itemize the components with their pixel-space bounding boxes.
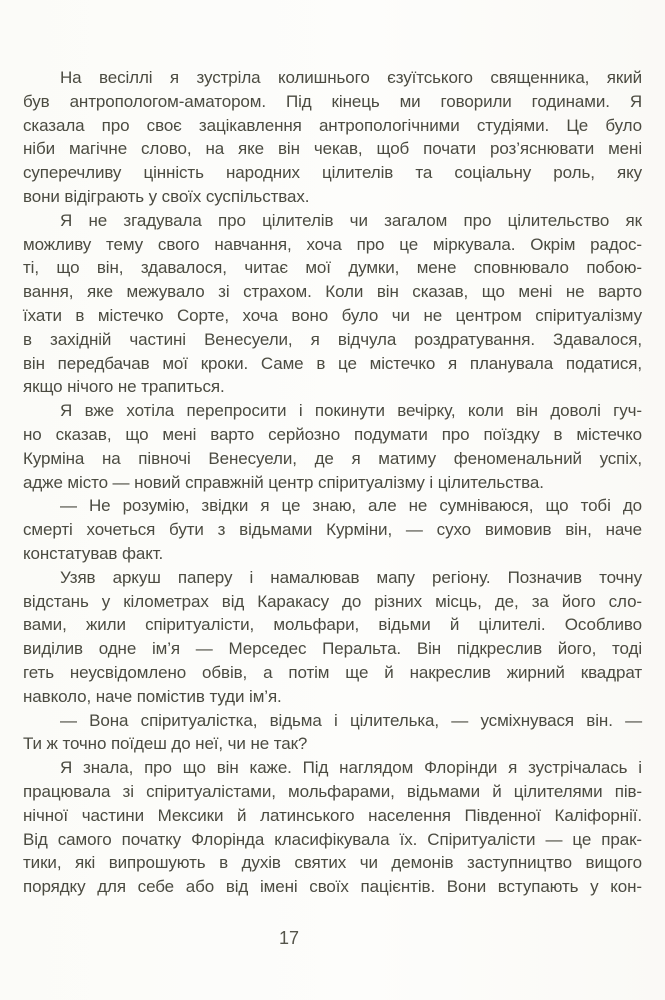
paragraph xyxy=(23,399,642,494)
text-line: констатував факт. xyxy=(23,543,164,563)
text-line: він передбачав мої кроки. Саме в це містечко я планувала податися, xyxy=(23,353,642,373)
text-line: суперечливу цінність народних цілителів та соціальну роль, яку xyxy=(23,163,642,183)
text-line: нічної частини Мексики й латинського населення Південної Каліфорнії. xyxy=(23,805,642,825)
text-line: вання, яке межувало зі страхом. Коли він сказав, що мені не варто xyxy=(23,282,642,302)
text-line: ті, що він, здавалося, читає мої думки, мене сповнювало побою- xyxy=(23,258,642,278)
text-line: Я вже хотіла перепросити і покинути вечірку, коли він доволі гуч- xyxy=(60,401,642,421)
text-line: геть неусвідомлено обвів, а потім ще й накреслив жирний квадрат xyxy=(23,662,642,682)
text-line: виділив одне ім’я — Мерседес Перальта. Він підкреслив його, тоді xyxy=(23,639,642,659)
text-line: навколо, наче помістив туди ім’я. xyxy=(23,686,282,706)
text-line: вами, жили спіритуалісти, мольфари, відьми й цілителі. Особливо xyxy=(23,615,642,635)
paragraph xyxy=(23,66,642,209)
text-block xyxy=(23,66,642,899)
text-line: відстань у кілометрах від Каракасу до різних місць, де, за його сло- xyxy=(23,591,642,611)
text-line: порядку для себе або від імені своїх пацієнтів. Вони вступають у кон- xyxy=(23,877,642,897)
text-line: тики, які випрошують в духів святих чи демонів заступництво вищого xyxy=(23,853,642,873)
text-line: Від самого початку Флорінда класифікувала їх. Спіритуалісти — це прак- xyxy=(23,829,642,849)
text-line: вони відіграють у своїх суспільствах. xyxy=(23,186,310,206)
text-line: Ти ж точно поїдеш до неї, чи не так? xyxy=(23,734,308,754)
text-line: їхати в містечко Сорте, хоча воно було чи не центром спіритуалізму xyxy=(23,305,642,325)
page-number: 17 xyxy=(278,928,300,948)
text-line: можливу тему свого навчання, хоча про це міркувала. Окрім радос- xyxy=(23,234,642,254)
text-line: На весіллі я зустріла колишнього єзуїтського священника, який xyxy=(60,68,642,87)
text-line: Узяв аркуш паперу і намалював мапу регіону. Позначив точну xyxy=(60,567,642,587)
text-line: ніби магічне слово, на яке він чекав, щоб почати роз’яснювати мені xyxy=(23,139,642,159)
paragraph xyxy=(23,209,642,399)
text-line: Курміна на півночі Венесуели, де я матиму феноменальний успіх, xyxy=(23,448,642,468)
paragraph xyxy=(23,566,642,709)
text-line: — Не розумію, звідки я це знаю, але не сумніваюся, що тобі до xyxy=(60,496,642,516)
text-line: був антропологом-аматором. Під кінець ми говорили годинами. Я xyxy=(23,91,642,111)
text-line: но сказав, що мені варто серйозно подумати про поїздку в містечко xyxy=(23,424,642,444)
text-line: адже місто — новий справжній центр спіритуалізму і цілительства. xyxy=(23,472,544,492)
text-line: працювала зі спіритуалістами, мольфарами, відьмами й цілителями пів- xyxy=(23,781,642,801)
paragraph-dialog xyxy=(23,494,642,565)
text-line: Я не згадувала про цілителів чи загалом про цілительство як xyxy=(60,210,642,230)
paragraph xyxy=(23,756,642,899)
text-line: якщо нічого не трапиться. xyxy=(23,377,225,397)
text-line: — Вона спіритуалістка, відьма і цілителька, — усміхнувася він. — xyxy=(60,710,642,730)
text-line: смерті хочеться бути з відьмами Курміни, — сухо вимовив він, наче xyxy=(23,520,642,540)
text-line: Я знала, про що він каже. Під наглядом Флорінди я зустрічалась і xyxy=(60,758,642,778)
text-line: в західній частині Венесуели, я відчула роздратування. Здавалося, xyxy=(23,329,642,349)
text-line: сказала про своє зацікавлення антропологічними студіями. Це було xyxy=(23,115,642,135)
paragraph-dialog xyxy=(23,709,642,757)
